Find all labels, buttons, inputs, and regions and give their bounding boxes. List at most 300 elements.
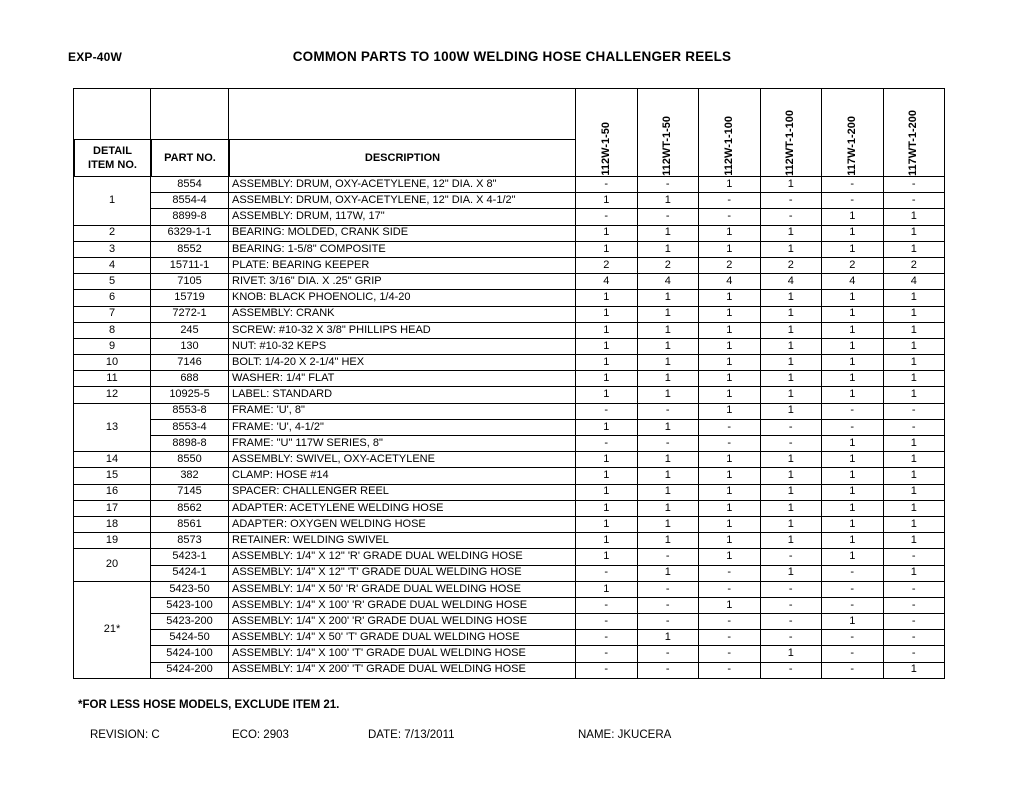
qty-cell: 1 [883, 533, 945, 549]
table-row [74, 209, 945, 225]
qty-cell: 1 [576, 549, 638, 565]
qty-cell: - [699, 419, 761, 435]
qty-cell: 1 [576, 516, 638, 532]
description-cell: BOLT: 1/4-20 X 2-1/4" HEX [229, 355, 576, 371]
qty-cell: 1 [822, 290, 884, 306]
qty-cell: 1 [637, 452, 699, 468]
part-no-cell: 8550 [151, 452, 229, 468]
qty-cell: 1 [637, 387, 699, 403]
qty-cell: 1 [822, 500, 884, 516]
qty-cell: 1 [883, 436, 945, 452]
model-label: 112W-1-100 [722, 116, 735, 176]
qty-cell: 4 [576, 274, 638, 290]
qty-cell: 1 [822, 338, 884, 354]
qty-cell: - [637, 549, 699, 565]
table-row [74, 274, 945, 290]
col-header-description-label: DESCRIPTION [364, 151, 441, 164]
qty-cell: 1 [760, 290, 822, 306]
description-cell: WASHER: 1/4" FLAT [229, 371, 576, 387]
part-no-cell: 8552 [151, 241, 229, 257]
part-no-cell: 245 [151, 322, 229, 338]
part-no-cell: 5423-200 [151, 614, 229, 630]
qty-cell: - [822, 597, 884, 613]
qty-cell: - [883, 646, 945, 662]
qty-cell: 1 [637, 322, 699, 338]
col-header-detail-item-line1: DETAIL [93, 144, 132, 157]
part-no-cell: 15719 [151, 290, 229, 306]
model-label: 112WT-1-50 [661, 116, 674, 176]
qty-cell: - [760, 597, 822, 613]
qty-cell: 1 [760, 338, 822, 354]
part-no-cell: 688 [151, 371, 229, 387]
col-header-model-112wt-1-50 [637, 89, 699, 177]
qty-cell: 1 [822, 516, 884, 532]
qty-cell: 1 [637, 371, 699, 387]
table-row [74, 597, 945, 613]
footnote: *FOR LESS HOSE MODELS, EXCLUDE ITEM 21. [78, 699, 340, 711]
part-no-cell: 130 [151, 338, 229, 354]
qty-cell: 1 [637, 419, 699, 435]
qty-cell: - [883, 193, 945, 209]
qty-cell: 1 [822, 371, 884, 387]
qty-cell: - [883, 403, 945, 419]
detail-item-cell: 19 [74, 533, 151, 549]
qty-cell: 1 [699, 355, 761, 371]
qty-cell: 4 [760, 274, 822, 290]
qty-cell: - [760, 614, 822, 630]
description-cell: ADAPTER: ACETYLENE WELDING HOSE [229, 500, 576, 516]
table-row [74, 387, 945, 403]
qty-cell: - [576, 614, 638, 630]
qty-cell: 1 [883, 468, 945, 484]
table-row [74, 371, 945, 387]
qty-cell: 1 [760, 241, 822, 257]
col-header-model-112w-1-50 [576, 89, 638, 177]
qty-cell: - [637, 581, 699, 597]
qty-cell: 4 [822, 274, 884, 290]
qty-cell: - [576, 209, 638, 225]
part-no-cell: 7272-1 [151, 306, 229, 322]
qty-cell: - [637, 209, 699, 225]
part-no-cell: 5424-50 [151, 630, 229, 646]
qty-cell: - [822, 565, 884, 581]
qty-cell: 1 [637, 516, 699, 532]
qty-cell: 1 [699, 533, 761, 549]
table-row [74, 193, 945, 209]
qty-cell: 1 [576, 371, 638, 387]
qty-cell: 1 [576, 468, 638, 484]
qty-cell: 1 [699, 468, 761, 484]
qty-cell: 1 [883, 516, 945, 532]
qty-cell: - [822, 403, 884, 419]
qty-cell: 1 [883, 371, 945, 387]
qty-cell: 1 [760, 565, 822, 581]
table-row [74, 516, 945, 532]
description-cell: ASSEMBLY: DRUM, OXY-ACETYLENE, 12" DIA. X 4-1/2" [229, 193, 576, 209]
part-no-cell: 5424-100 [151, 646, 229, 662]
qty-cell: - [883, 177, 945, 193]
parts-table [73, 88, 945, 679]
table-row [74, 630, 945, 646]
qty-cell: 1 [699, 338, 761, 354]
qty-cell: - [760, 630, 822, 646]
qty-cell: - [576, 436, 638, 452]
qty-cell: 2 [883, 257, 945, 273]
qty-cell: - [637, 646, 699, 662]
qty-cell: 1 [760, 646, 822, 662]
qty-cell: 1 [637, 306, 699, 322]
qty-cell: 1 [699, 290, 761, 306]
qty-cell: - [576, 597, 638, 613]
part-no-cell: 8561 [151, 516, 229, 532]
qty-cell: 2 [760, 257, 822, 273]
description-cell: ASSEMBLY: 1/4" X 100' 'T' GRADE DUAL WELDING HOSE [229, 646, 576, 662]
qty-cell: 1 [822, 614, 884, 630]
description-cell: ADAPTER: OXYGEN WELDING HOSE [229, 516, 576, 532]
qty-cell: 4 [699, 274, 761, 290]
qty-cell: 1 [883, 452, 945, 468]
qty-cell: 1 [576, 500, 638, 516]
qty-cell: 1 [637, 355, 699, 371]
qty-cell: - [699, 436, 761, 452]
detail-item-cell: 13 [74, 403, 151, 452]
qty-cell: - [760, 419, 822, 435]
description-cell: FRAME: 'U', 8" [229, 403, 576, 419]
qty-cell: 1 [576, 355, 638, 371]
qty-cell: 1 [822, 549, 884, 565]
footer-name: NAME: JKUCERA [578, 729, 672, 741]
qty-cell: 1 [699, 225, 761, 241]
detail-item-cell: 6 [74, 290, 151, 306]
part-no-cell: 7146 [151, 355, 229, 371]
qty-cell: 1 [576, 306, 638, 322]
qty-cell: 1 [883, 338, 945, 354]
qty-cell: 1 [822, 225, 884, 241]
part-no-cell: 8554 [151, 177, 229, 193]
table-row [74, 549, 945, 565]
qty-cell: - [883, 419, 945, 435]
qty-cell: 1 [637, 290, 699, 306]
qty-cell: 1 [699, 549, 761, 565]
description-cell: KNOB: BLACK PHOENOLIC, 1/4-20 [229, 290, 576, 306]
col-header-model-117wt-1-200 [883, 89, 945, 177]
description-cell: RETAINER: WELDING SWIVEL [229, 533, 576, 549]
qty-cell: - [576, 662, 638, 678]
table-row [74, 484, 945, 500]
qty-cell: 1 [576, 225, 638, 241]
qty-cell: 1 [822, 387, 884, 403]
qty-cell: 2 [576, 257, 638, 273]
qty-cell: - [637, 614, 699, 630]
qty-cell: 1 [699, 306, 761, 322]
qty-cell: 1 [760, 468, 822, 484]
description-cell: ASSEMBLY: 1/4" X 200' 'R' GRADE DUAL WELDING HOSE [229, 614, 576, 630]
qty-cell: - [822, 193, 884, 209]
qty-cell: 1 [637, 533, 699, 549]
qty-cell: 1 [576, 581, 638, 597]
qty-cell: 1 [699, 500, 761, 516]
model-label: 117W-1-200 [845, 116, 858, 176]
qty-cell: - [699, 581, 761, 597]
part-no-cell: 8553-4 [151, 419, 229, 435]
qty-cell: - [699, 614, 761, 630]
table-row [74, 419, 945, 435]
qty-cell: 1 [760, 177, 822, 193]
table-row [74, 662, 945, 678]
description-cell: ASSEMBLY: CRANK [229, 306, 576, 322]
qty-cell: - [637, 177, 699, 193]
qty-cell: 1 [760, 371, 822, 387]
description-cell: FRAME: 'U', 4-1/2" [229, 419, 576, 435]
qty-cell: - [822, 419, 884, 435]
qty-cell: 1 [822, 209, 884, 225]
table-row [74, 565, 945, 581]
qty-cell: 1 [699, 597, 761, 613]
description-cell: ASSEMBLY: 1/4" X 100' 'R' GRADE DUAL WELDING HOSE [229, 597, 576, 613]
part-no-cell: 382 [151, 468, 229, 484]
footer-eco: ECO: 2903 [232, 729, 289, 741]
detail-item-cell: 8 [74, 322, 151, 338]
qty-cell: 1 [699, 177, 761, 193]
description-cell: PLATE: BEARING KEEPER [229, 257, 576, 273]
qty-cell: 1 [699, 322, 761, 338]
qty-cell: 1 [822, 322, 884, 338]
table-row [74, 614, 945, 630]
part-no-cell: 5423-100 [151, 597, 229, 613]
part-no-cell: 8553-8 [151, 403, 229, 419]
qty-cell: 1 [883, 306, 945, 322]
part-no-cell: 5423-1 [151, 549, 229, 565]
qty-cell: 1 [822, 436, 884, 452]
qty-cell: 1 [637, 565, 699, 581]
qty-cell: 1 [822, 533, 884, 549]
qty-cell: 1 [822, 484, 884, 500]
qty-cell: 1 [699, 452, 761, 468]
qty-cell: 2 [637, 257, 699, 273]
col-header-description [229, 89, 576, 177]
detail-item-cell: 17 [74, 500, 151, 516]
qty-cell: - [576, 646, 638, 662]
parts-table-header [74, 89, 945, 177]
qty-cell: 1 [576, 419, 638, 435]
qty-cell: 1 [699, 241, 761, 257]
detail-item-cell: 3 [74, 241, 151, 257]
qty-cell: - [637, 436, 699, 452]
qty-cell: - [576, 177, 638, 193]
qty-cell: 1 [760, 387, 822, 403]
detail-item-cell: 12 [74, 387, 151, 403]
part-no-cell: 8562 [151, 500, 229, 516]
qty-cell: 1 [760, 355, 822, 371]
table-row [74, 177, 945, 193]
qty-cell: 2 [822, 257, 884, 273]
description-cell: ASSEMBLY: SWIVEL, OXY-ACETYLENE [229, 452, 576, 468]
description-cell: ASSEMBLY: DRUM, OXY-ACETYLENE, 12" DIA. X 8" [229, 177, 576, 193]
qty-cell: - [576, 565, 638, 581]
model-label: 112WT-1-100 [784, 109, 797, 176]
col-header-detail-item [74, 89, 151, 177]
qty-cell: - [699, 565, 761, 581]
qty-cell: 1 [760, 306, 822, 322]
detail-item-cell: 9 [74, 338, 151, 354]
qty-cell: 1 [883, 662, 945, 678]
qty-cell: - [883, 581, 945, 597]
qty-cell: - [883, 597, 945, 613]
footer-date: DATE: 7/13/2011 [368, 729, 455, 741]
description-cell: SPACER: CHALLENGER REEL [229, 484, 576, 500]
qty-cell: - [883, 630, 945, 646]
detail-item-cell: 11 [74, 371, 151, 387]
part-no-cell: 10925-5 [151, 387, 229, 403]
qty-cell: 1 [883, 225, 945, 241]
col-header-detail-item-line2: ITEM NO. [88, 159, 137, 171]
col-header-model-112w-1-100 [699, 89, 761, 177]
table-row [74, 322, 945, 338]
col-header-part-no [151, 89, 229, 177]
description-cell: LABEL: STANDARD [229, 387, 576, 403]
qty-cell: 1 [637, 468, 699, 484]
part-no-cell: 15711-1 [151, 257, 229, 273]
parts-table-body [74, 177, 945, 679]
qty-cell: - [699, 630, 761, 646]
description-cell: CLAMP: HOSE #14 [229, 468, 576, 484]
qty-cell: 1 [699, 403, 761, 419]
table-row [74, 500, 945, 516]
model-label: 117WT-1-200 [907, 109, 920, 176]
qty-cell: 2 [699, 257, 761, 273]
qty-cell: 1 [883, 241, 945, 257]
description-cell: ASSEMBLY: 1/4" X 200' 'T' GRADE DUAL WELDING HOSE [229, 662, 576, 678]
qty-cell: 1 [822, 306, 884, 322]
description-cell: RIVET: 3/16" DIA. X .25" GRIP [229, 274, 576, 290]
qty-cell: 1 [883, 387, 945, 403]
qty-cell: 1 [576, 484, 638, 500]
qty-cell: 1 [576, 193, 638, 209]
qty-cell: 1 [576, 387, 638, 403]
qty-cell: 1 [822, 241, 884, 257]
table-row [74, 452, 945, 468]
description-cell: SCREW: #10-32 X 3/8" PHILLIPS HEAD [229, 322, 576, 338]
qty-cell: 1 [576, 290, 638, 306]
description-cell: ASSEMBLY: DRUM, 117W, 17" [229, 209, 576, 225]
part-no-cell: 8899-8 [151, 209, 229, 225]
qty-cell: 1 [760, 225, 822, 241]
part-no-cell: 8573 [151, 533, 229, 549]
qty-cell: 1 [760, 516, 822, 532]
qty-cell: 1 [576, 338, 638, 354]
part-no-cell: 7145 [151, 484, 229, 500]
qty-cell: 1 [699, 387, 761, 403]
detail-item-cell: 15 [74, 468, 151, 484]
qty-cell: 1 [883, 209, 945, 225]
qty-cell: - [822, 662, 884, 678]
part-no-cell: 7105 [151, 274, 229, 290]
detail-item-cell: 10 [74, 355, 151, 371]
qty-cell: 1 [822, 355, 884, 371]
detail-item-cell: 5 [74, 274, 151, 290]
qty-cell: 1 [760, 484, 822, 500]
qty-cell: 1 [883, 322, 945, 338]
qty-cell: - [699, 193, 761, 209]
qty-cell: 1 [760, 322, 822, 338]
detail-item-cell: 18 [74, 516, 151, 532]
table-row [74, 257, 945, 273]
part-no-cell: 8554-4 [151, 193, 229, 209]
description-cell: BEARING: 1-5/8" COMPOSITE [229, 241, 576, 257]
description-cell: ASSEMBLY: 1/4" X 12" 'T' GRADE DUAL WELDING HOSE [229, 565, 576, 581]
qty-cell: - [760, 581, 822, 597]
model-label: 112W-1-50 [599, 122, 612, 176]
qty-cell: - [760, 209, 822, 225]
table-row [74, 436, 945, 452]
qty-cell: 1 [760, 500, 822, 516]
table-row [74, 403, 945, 419]
table-row [74, 468, 945, 484]
qty-cell: 1 [883, 500, 945, 516]
description-cell: ASSEMBLY: 1/4" X 50' 'T' GRADE DUAL WELDING HOSE [229, 630, 576, 646]
qty-cell: - [576, 403, 638, 419]
qty-cell: 1 [637, 225, 699, 241]
part-no-cell: 5424-200 [151, 662, 229, 678]
footer-revision: REVISION: C [90, 729, 160, 741]
qty-cell: - [637, 662, 699, 678]
qty-cell: 1 [576, 452, 638, 468]
description-cell: NUT: #10-32 KEPS [229, 338, 576, 354]
qty-cell: 1 [576, 322, 638, 338]
detail-item-cell: 14 [74, 452, 151, 468]
page-title: COMMON PARTS TO 100W WELDING HOSE CHALLENGER REELS [292, 49, 732, 64]
qty-cell: 1 [699, 516, 761, 532]
qty-cell: 1 [760, 533, 822, 549]
description-cell: FRAME: "U" 117W SERIES, 8" [229, 436, 576, 452]
detail-item-cell: 21* [74, 581, 151, 678]
qty-cell: 1 [637, 338, 699, 354]
part-no-cell: 8898-8 [151, 436, 229, 452]
qty-cell: - [883, 549, 945, 565]
qty-cell: 1 [637, 630, 699, 646]
part-no-cell: 6329-1-1 [151, 225, 229, 241]
part-no-cell: 5423-50 [151, 581, 229, 597]
qty-cell: - [699, 662, 761, 678]
qty-cell: 1 [822, 468, 884, 484]
qty-cell: 1 [576, 533, 638, 549]
detail-item-cell: 20 [74, 549, 151, 581]
header-row [74, 89, 945, 177]
doc-code: EXP-40W [68, 50, 123, 64]
qty-cell: 1 [760, 452, 822, 468]
qty-cell: 1 [883, 355, 945, 371]
qty-cell: - [822, 177, 884, 193]
qty-cell: 1 [637, 193, 699, 209]
table-row [74, 225, 945, 241]
detail-item-cell: 1 [74, 177, 151, 226]
qty-cell: 1 [576, 241, 638, 257]
table-row [74, 355, 945, 371]
qty-cell: - [822, 581, 884, 597]
table-row [74, 581, 945, 597]
col-header-part-no-label: PART NO. [164, 151, 216, 164]
qty-cell: 1 [760, 403, 822, 419]
qty-cell: 1 [699, 484, 761, 500]
qty-cell: 1 [883, 565, 945, 581]
col-header-model-117w-1-200 [822, 89, 884, 177]
qty-cell: 1 [637, 241, 699, 257]
qty-cell: 4 [883, 274, 945, 290]
qty-cell: 1 [637, 500, 699, 516]
qty-cell: - [576, 630, 638, 646]
col-header-model-112wt-1-100 [760, 89, 822, 177]
detail-item-cell: 7 [74, 306, 151, 322]
